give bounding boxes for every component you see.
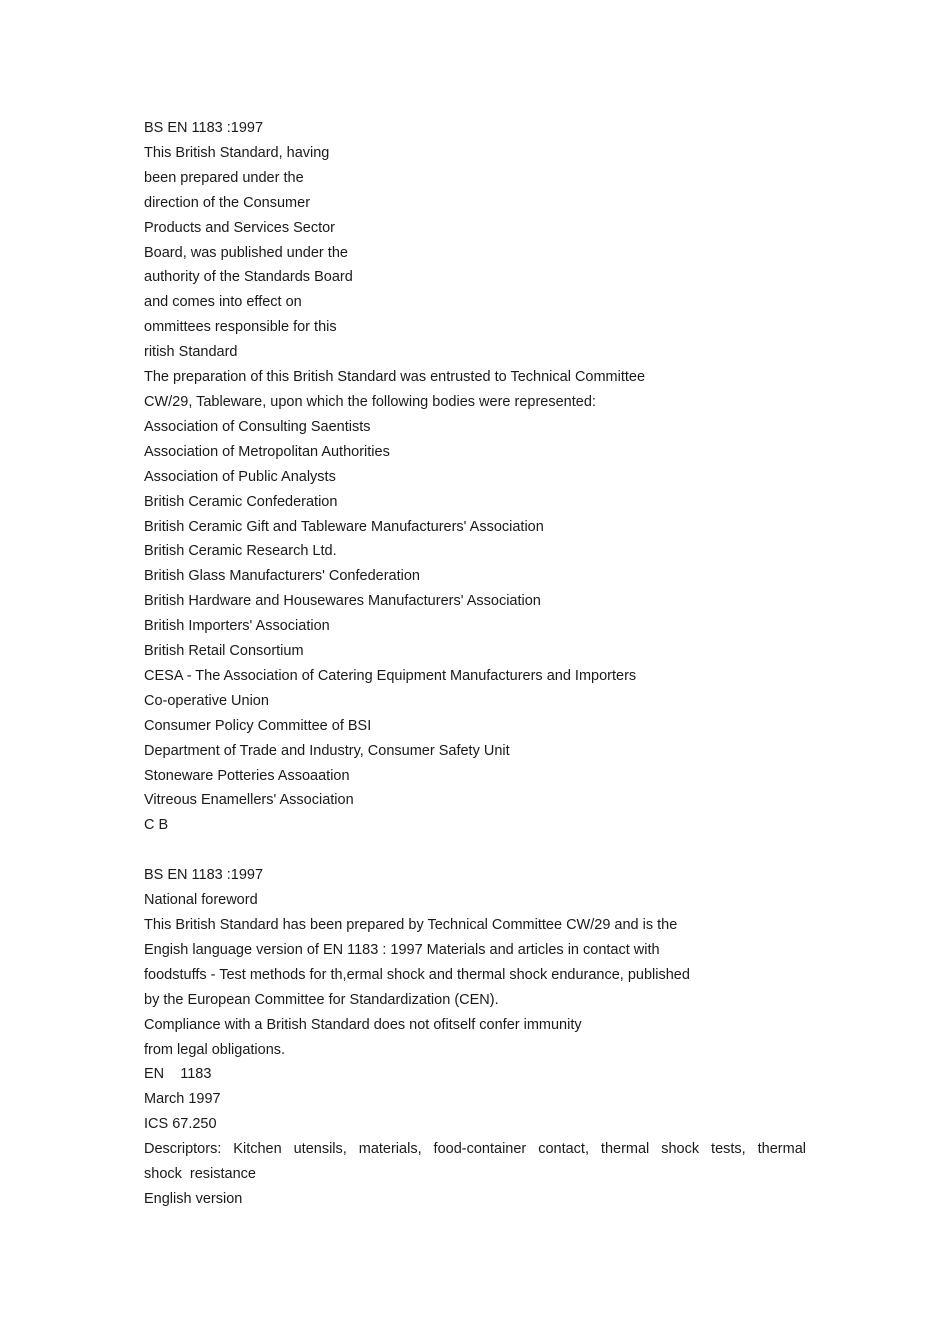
- compliance-line: from legal obligations.: [144, 1041, 286, 1058]
- compliance-line: Compliance with a British Standard does not ofitself confer immunity: [144, 1016, 582, 1033]
- section2-header: BS EN 1183 :1997: [144, 867, 264, 884]
- intro-line: ritish Standard: [144, 344, 238, 361]
- footer-mark: C B: [144, 817, 169, 834]
- body-item: British Ceramic Gift and Tableware Manufacturers' Association: [144, 518, 544, 535]
- body-item: CESA - The Association of Catering Equipment Manufacturers and Importers: [144, 667, 637, 684]
- publication-date: March 1997: [144, 1091, 221, 1108]
- body-item: British Glass Manufacturers' Confederation: [144, 568, 420, 585]
- bodies-list: [144, 415, 806, 814]
- intro-line: been prepared under the: [144, 169, 304, 186]
- body-item: British Hardware and Housewares Manufacturers' Association: [144, 593, 541, 610]
- body-item: British Importers' Association: [144, 618, 330, 635]
- body-item: Association of Public Analysts: [144, 468, 336, 485]
- preparation-line: CW/29, Tableware, upon which the following bodies were represented:: [144, 393, 596, 410]
- body-item: British Ceramic Confederation: [144, 493, 338, 510]
- intro-line: direction of the Consumer: [144, 194, 311, 211]
- intro-line: Products and Services Sector: [144, 219, 336, 236]
- body-item: Department of Trade and Industry, Consumer Safety Unit: [144, 742, 510, 759]
- foreword-title: National foreword: [144, 892, 258, 909]
- intro-line: and comes into effect on: [144, 294, 302, 311]
- body-item: Stoneware Potteries Assoaation: [144, 767, 350, 784]
- intro-line: This British Standard, having: [144, 144, 330, 161]
- body-item: Association of Consulting Saentists: [144, 418, 371, 435]
- intro-line: authority of the Standards Board: [144, 269, 353, 286]
- foreword-line: Engish language version of EN 1183 : 1997 Materials and articles in contact with: [144, 941, 660, 958]
- descriptors: Descriptors: Kitchen utensils, materials, food-container contact, thermal shock tests, thermal shock resistance: [144, 1141, 806, 1183]
- body-item: British Retail Consortium: [144, 643, 304, 660]
- version-label: English version: [144, 1190, 243, 1207]
- body-item: Vitreous Enamellers' Association: [144, 792, 354, 809]
- body-item: British Ceramic Research Ltd.: [144, 543, 337, 560]
- intro-line: Board, was published under the: [144, 244, 348, 261]
- body-item: Association of Metropolitan Authorities: [144, 443, 390, 460]
- foreword-line: This British Standard has been prepared by Technical Committee CW/29 and is the: [144, 916, 678, 933]
- preparation-line: The preparation of this British Standard was entrusted to Technical Committee: [144, 369, 646, 386]
- document-page: [144, 116, 806, 1212]
- section-spacer: [144, 838, 806, 863]
- ics-code: ICS 67.250: [144, 1116, 217, 1133]
- foreword-line: by the European Committee for Standardization (CEN).: [144, 991, 499, 1008]
- section1-header: BS EN 1183 :1997: [144, 120, 264, 136]
- en-number: EN 1183: [144, 1066, 212, 1083]
- foreword-line: foodstuffs - Test methods for th,ermal shock and thermal shock endurance, published: [144, 966, 690, 983]
- body-item: Co-operative Union: [144, 692, 269, 709]
- intro-line: ommittees responsible for this: [144, 319, 337, 336]
- body-item: Consumer Policy Committee of BSI: [144, 717, 372, 734]
